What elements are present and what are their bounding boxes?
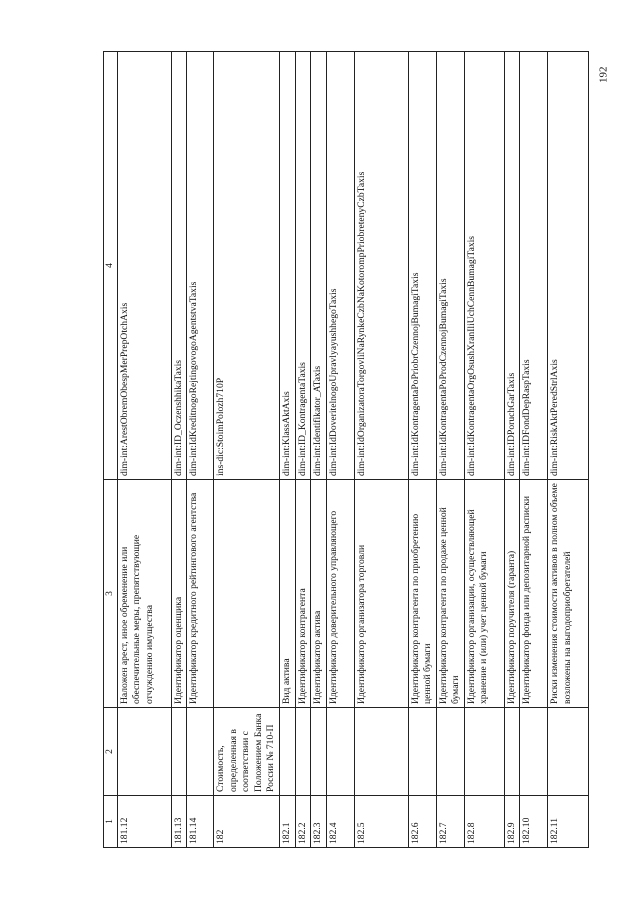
dimension-name-cell: Риски изменения стоимости активов в полном объеме возложены на выгодоприобретателей (548, 480, 589, 708)
indicator-name-cell (520, 708, 548, 796)
table-row (548, 52, 589, 848)
dimension-name-cell: Идентификатор контрагента по продаже ценной бумаги (436, 480, 464, 708)
table-row (214, 52, 280, 848)
row-code-cell: 181.14 (187, 796, 214, 848)
dimension-name-cell: Идентификатор оценщика (172, 480, 187, 708)
row-code-cell: 182.8 (464, 796, 504, 848)
table-row (520, 52, 548, 848)
dimension-name-cell (214, 480, 280, 708)
header-cell-4: 4 (104, 52, 118, 480)
indicator-name-cell (187, 708, 214, 796)
row-code-cell: 182.9 (504, 796, 519, 848)
indicator-name-cell (436, 708, 464, 796)
indicator-name-cell (118, 708, 172, 796)
taxonomy-element-cell: dim-int:IDFondDepRaspTaxis (520, 52, 548, 480)
taxonomy-element-cell: ins-dic:StoimPolozh710P (214, 52, 280, 480)
taxonomy-element-cell: dim-int:ArestObremObespMerPrepOtchAxis (118, 52, 172, 480)
table-row (295, 52, 310, 848)
row-code-cell: 182.7 (436, 796, 464, 848)
dimension-name-cell: Идентификатор фонда или депозитарной расписки (520, 480, 548, 708)
taxonomy-element-cell: dim-int:Identifikator_ATaxis (311, 52, 326, 480)
table-row (311, 52, 326, 848)
table-row (118, 52, 172, 848)
table-row (280, 52, 295, 848)
dimension-name-cell: Идентификатор актива (311, 480, 326, 708)
indicator-name-cell (408, 708, 436, 796)
table-row (464, 52, 504, 848)
indicator-name-cell (326, 708, 354, 796)
rotated-page-content (103, 52, 571, 848)
indicator-name-cell (464, 708, 504, 796)
dimension-name-cell: Вид актива (280, 480, 295, 708)
header-cell-1: 1 (104, 796, 118, 848)
row-code-cell: 182.3 (311, 796, 326, 848)
row-code-cell: 182.5 (354, 796, 408, 848)
indicator-name-cell (548, 708, 589, 796)
table-row (326, 52, 354, 848)
dimension-name-cell: Идентификатор контрагента (295, 480, 310, 708)
table-row (504, 52, 519, 848)
taxonomy-element-cell: dim-int:IdOrganizatoraTorgovliNaRynkeCzbNaKotorompPriobretenyCzbTaxis (354, 52, 408, 480)
dimension-name-cell: Идентификатор организатора торговли (354, 480, 408, 708)
table-row (436, 52, 464, 848)
dimension-name-cell: Идентификатор поручителя (гаранта) (504, 480, 519, 708)
dimension-name-cell: Идентификатор доверительного управляющего (326, 480, 354, 708)
page-number: 192 (597, 66, 610, 84)
taxonomy-table (103, 51, 589, 848)
taxonomy-element-cell: dim-int:ID_KontragentaTaxis (295, 52, 310, 480)
header-cell-3: 3 (104, 480, 118, 708)
row-code-cell: 182.6 (408, 796, 436, 848)
indicator-name-cell (280, 708, 295, 796)
taxonomy-element-cell: dim-int:KlassAktAxis (280, 52, 295, 480)
taxonomy-element-cell: dim-int:RiskAktPeredStrlAxis (548, 52, 589, 480)
row-code-cell: 182.1 (280, 796, 295, 848)
indicator-name-cell (172, 708, 187, 796)
dimension-name-cell: Идентификатор организации, осуществляющей хранение и (или) учет ценной бумаги (464, 480, 504, 708)
table-header-row (104, 52, 118, 848)
rotated-table-container (103, 52, 571, 848)
table-row (187, 52, 214, 848)
taxonomy-element-cell: dim-int:IdKontragentaOrgOsushXranIliUchCennBumagiTaxis (464, 52, 504, 480)
taxonomy-element-cell: dim-int:IdKontragentaPoProdCzennojBumagiTaxis (436, 52, 464, 480)
indicator-name-cell: Стоимость, определенная в соответствии с Положением Банка России № 710-П (214, 708, 280, 796)
row-code-cell: 181.13 (172, 796, 187, 848)
taxonomy-element-cell: dim-int:IDPoruchGarTaxis (504, 52, 519, 480)
indicator-name-cell (354, 708, 408, 796)
taxonomy-element-cell: dim-int:ID_OczenshhikaTaxis (172, 52, 187, 480)
indicator-name-cell (504, 708, 519, 796)
taxonomy-element-cell: dim-int:IdKontragentaPoPriobrCzennojBumagiTaxis (408, 52, 436, 480)
row-code-cell: 182.4 (326, 796, 354, 848)
header-cell-2: 2 (104, 708, 118, 796)
row-code-cell: 182 (214, 796, 280, 848)
dimension-name-cell: Идентификатор кредитного рейтингового агентства (187, 480, 214, 708)
table-row (172, 52, 187, 848)
taxonomy-element-cell: dim-int:IdDoveritelnogoUpravlyayushhegoTaxis (326, 52, 354, 480)
row-code-cell: 182.10 (520, 796, 548, 848)
row-code-cell: 182.11 (548, 796, 589, 848)
table-row (408, 52, 436, 848)
indicator-name-cell (295, 708, 310, 796)
taxonomy-element-cell: dim-int:IdKreditnogoRejtingovogoAgentstvaTaxis (187, 52, 214, 480)
table-row (354, 52, 408, 848)
row-code-cell: 181.12 (118, 796, 172, 848)
dimension-name-cell: Идентификатор контрагента по приобретению ценной бумаги (408, 480, 436, 708)
dimension-name-cell: Наложен арест, иное обременение или обеспечительные меры, препятствующие отчуждению имущества (118, 480, 172, 708)
row-code-cell: 182.2 (295, 796, 310, 848)
indicator-name-cell (311, 708, 326, 796)
